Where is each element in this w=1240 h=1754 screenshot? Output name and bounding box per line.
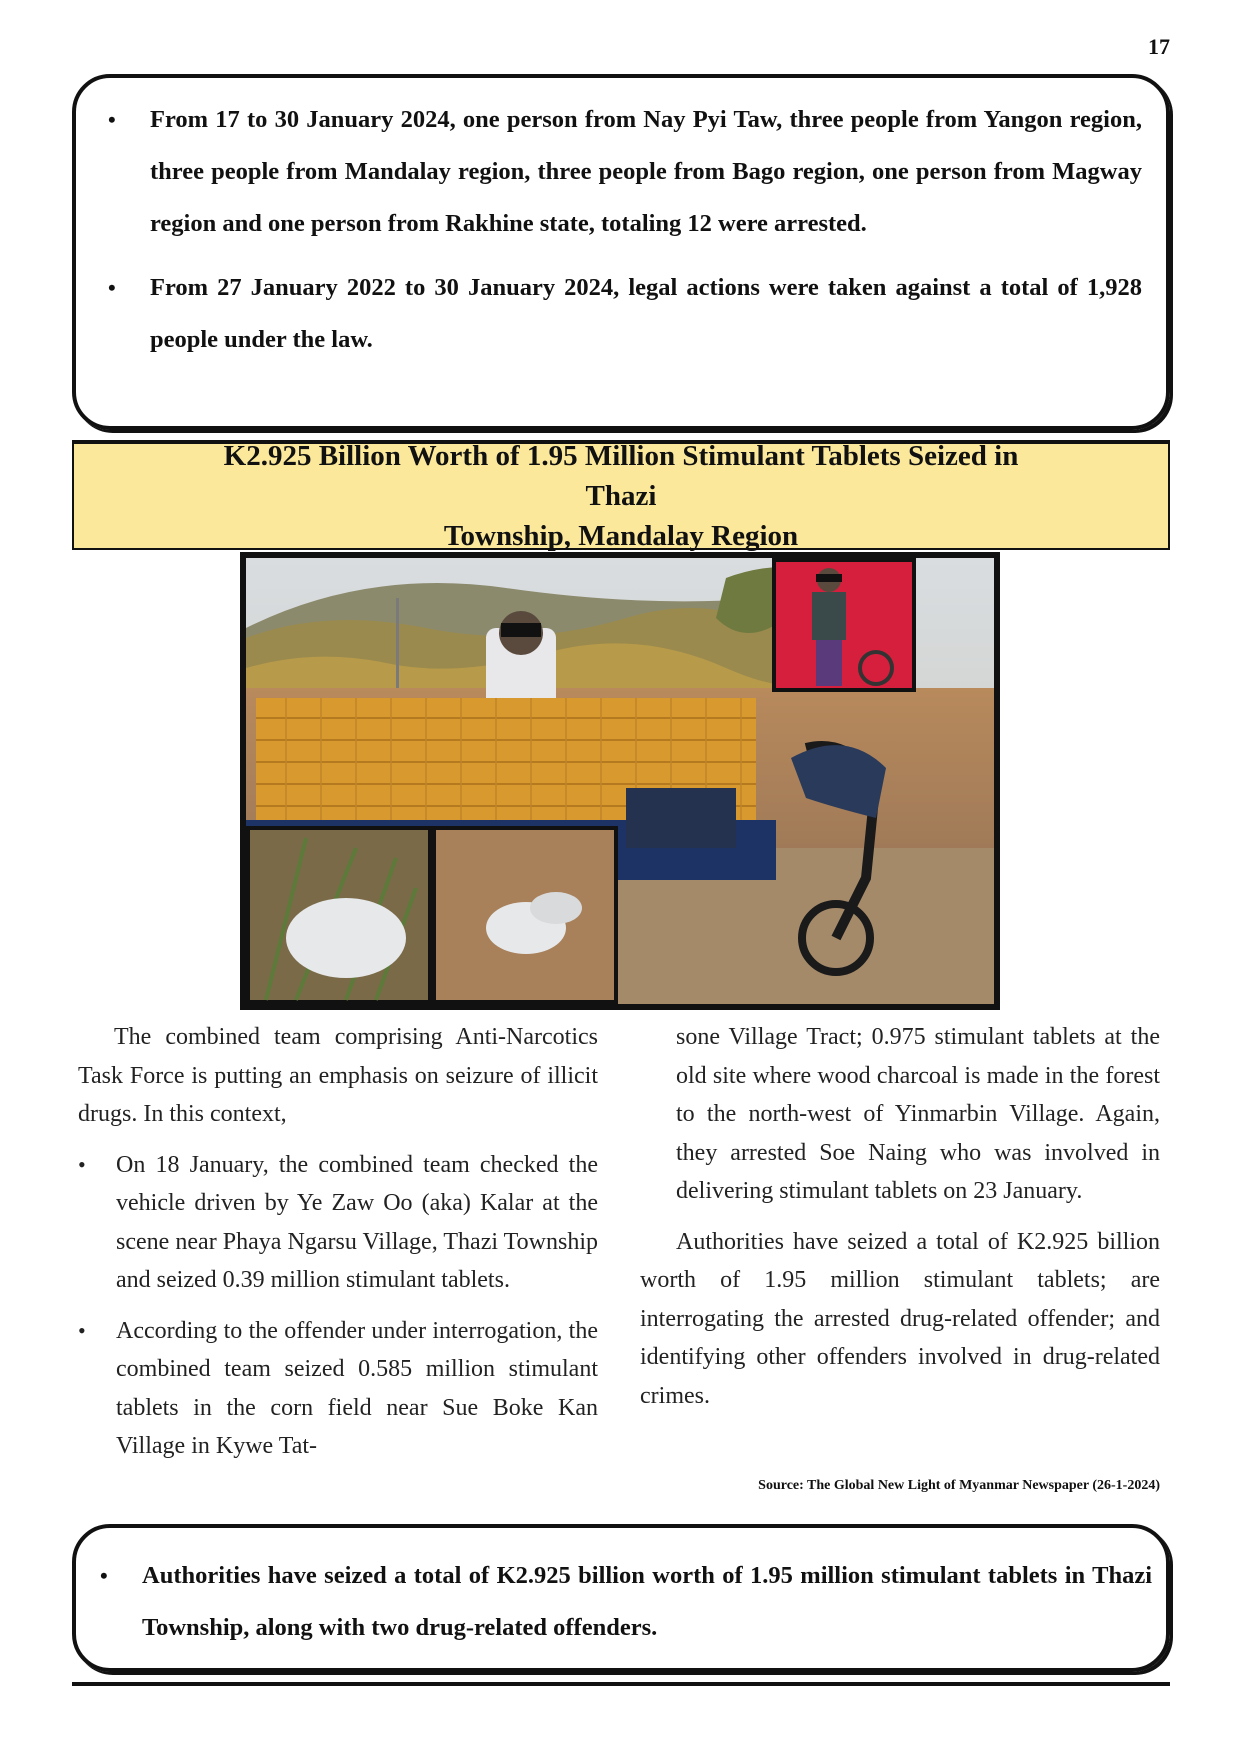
article-bullet-interrogation: • According to the offender under interrogation, the combined team seized 0.585 million stimulant tablets in the corn field near Sue Boke Kan Village in Kywe Tat- <box>78 1312 598 1466</box>
article-column-left <box>78 1018 598 1466</box>
summary-item-arrests: • From 17 to 30 January 2024, one person from Nay Pyi Taw, three people from Yangon region, three people from Mandalay region, three people from Bago region, one person from Magway region and one person from Rakhine state, totaling 12 were arrested. <box>92 94 1142 250</box>
footer-rule <box>72 1682 1170 1686</box>
bottom-summary-item: • Authorities have seized a total of K2.925 billion worth of 1.95 million stimulant tablets in Thazi Township, along with two drug-related offenders. <box>84 1550 1152 1654</box>
article-intro: The combined team comprising Anti-Narcotics Task Force is putting an emphasis on seizure of illicit drugs. In this context, <box>78 1024 598 1127</box>
article-bullet-vehicle: • On 18 January, the combined team checked the vehicle driven by Ye Zaw Oo (aka) Kalar at the scene near Phaya Ngarsu Village, Thazi Township and seized 0.39 million stimulant tablets. <box>78 1146 598 1300</box>
page-number: 17 <box>1148 34 1170 59</box>
headline-line-2: Township, Mandalay Region <box>443 520 799 552</box>
article-conclusion: Authorities have seized a total of K2.925 billion worth of 1.95 million stimulant tablets; are interrogating the arrested drug-related offender; and identifying other offenders involved in drug-related crimes. <box>640 1228 1160 1409</box>
inset-suspect-photo <box>772 558 916 692</box>
inset-field-photo-1 <box>246 826 432 1004</box>
headline-line-1: K2.925 Billion Worth of 1.95 Million Stimulant Tablets Seized in Thazi <box>223 440 1019 512</box>
summary-list <box>92 94 1142 366</box>
summary-item-legal-actions: • From 27 January 2022 to 30 January 2024, legal actions were taken against a total of 1,928 people under the law. <box>92 262 1142 366</box>
source-citation: Source: The Global New Light of Myanmar Newspaper (26-1-2024) <box>758 1478 1160 1493</box>
seizure-photo-collage <box>240 552 1000 1010</box>
headline-banner <box>72 442 1170 550</box>
article-column-right <box>640 1018 1160 1415</box>
summary-box-top <box>72 74 1170 430</box>
bottom-summary-list <box>84 1550 1152 1654</box>
article-bullet-list <box>78 1146 598 1466</box>
article-bullet-continuation: sone Village Tract; 0.975 stimulant tablets at the old site where wood charcoal is made in the forest to the north-west of Yinmarbin Village. Again, they arrested Soe Naing who was involved in delivering stimulant tablets on 23 January. <box>676 1024 1160 1204</box>
summary-box-bottom <box>72 1524 1170 1672</box>
inset-field-photo-2 <box>432 826 618 1004</box>
